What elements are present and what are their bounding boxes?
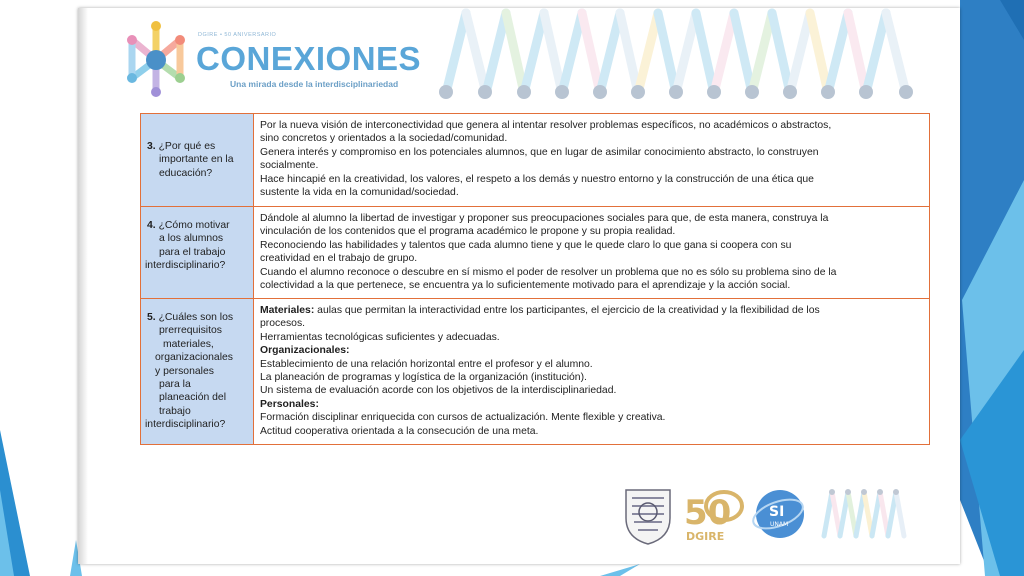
answer-line: La planeación de programas y logística de la organización (institución). <box>260 372 587 384</box>
logo-title: CONEXIONES <box>196 40 422 77</box>
unam-shield-icon <box>626 490 670 544</box>
answer-line: Establecimiento de una relación horizontal entre el profesor y el alumno. <box>260 358 593 370</box>
question-text: para la <box>159 379 191 391</box>
answer-line: Actitud cooperativa orientada a la consecución de una meta. <box>260 425 539 437</box>
section-label-materiales: Materiales: <box>260 305 315 316</box>
logo-subtitle: Una mirada desde la interdisciplinariedad <box>230 79 399 89</box>
answer-line: vinculación de los contenidos que el programa académico le propone y su propia realidad. <box>260 226 676 238</box>
question-text: para el trabajo <box>159 246 226 258</box>
question-text: trabajo <box>159 405 191 417</box>
institution-logos <box>620 484 920 548</box>
answer-text: aulas que permitan la interactividad entre los participantes, el ejercicio de la creatividad y la flexibilidad de los <box>314 305 820 316</box>
si-unam-logo-icon <box>749 490 806 538</box>
answer-line: Herramientas tecnológicas suficientes y adecuadas. <box>260 331 500 343</box>
answer-line: sino concretos y orientados a la sociedad/comunidad. <box>260 133 508 145</box>
si-sub: UNAM <box>770 521 789 528</box>
question-text: prerrequisitos <box>159 325 222 337</box>
small-stripes-icon <box>824 492 904 536</box>
question-text: a los alumnos <box>159 233 224 245</box>
answer-line: Hace hincapié en la creatividad, los valores, el respeto a los demás y nuestro entorno y la construcción de una ética que <box>260 173 814 185</box>
question-text: planeación del <box>159 392 227 404</box>
answer-line: procesos. <box>260 318 306 330</box>
question-cell <box>141 207 254 299</box>
network-logo-icon <box>118 18 194 100</box>
page-edge <box>78 8 88 564</box>
question-text: interdisciplinario? <box>145 260 226 272</box>
dgire-50-logo-icon <box>684 492 742 543</box>
answer-cell <box>254 299 930 445</box>
question-number: 5. <box>147 312 156 323</box>
answer-line <box>260 304 923 317</box>
decorative-stripes <box>436 8 926 108</box>
question-number: 3. <box>147 141 156 152</box>
question-text: interdisciplinario? <box>145 419 226 431</box>
question-text: ¿Cómo motivar <box>158 220 230 231</box>
question-cell <box>141 299 254 445</box>
answer-line: colectividad a la que pertenece, se encuentra ya lo suficientemente motivado para el aprendizaje y la acción social. <box>260 280 791 292</box>
dgire-number: 50 <box>684 493 732 533</box>
answer-line: creatividad en el trabajo de grupo. <box>260 253 418 265</box>
answer-line: sustente la vida en la comunidad/sociedad. <box>260 187 459 199</box>
dgire-text: DGIRE <box>686 530 725 543</box>
answer-cell <box>254 114 930 207</box>
answer-line: Formación disciplinar enriquecida con cursos de actualización. Mente flexible y creativa. <box>260 412 666 424</box>
question-number: 4. <box>147 220 156 231</box>
question-text: y personales <box>155 365 214 377</box>
answer-cell <box>254 207 930 299</box>
question-text: materiales, <box>163 338 214 350</box>
answer-line <box>260 344 923 357</box>
answer-line <box>260 398 923 411</box>
question-text: ¿Por qué es <box>158 141 216 152</box>
logo-caption: DGIRE • 50 ANIVERSARIO <box>198 32 277 38</box>
answer-line: Cuando el alumno reconoce o descubre en sí mismo el poder de resolver un problema que no es sólo su problema sino de la <box>260 266 837 278</box>
question-cell <box>141 114 254 207</box>
answer-line: Un sistema de evaluación acorde con los objetivos de la interdisciplinariedad. <box>260 385 617 397</box>
answer-line: Genera interés y compromiso en los potenciales alumnos, que en lugar de asimilar conocimiento abstracto, lo construyen <box>260 146 819 158</box>
section-label-organizacionales: Organizacionales: <box>260 345 350 357</box>
answer-line: socialmente. <box>260 160 319 172</box>
answer-line: Dándole al alumno la libertad de investigar y proponer sus preocupaciones sociales para que, de esta manera, construya la <box>260 213 829 224</box>
answer-line: Reconociendo las habilidades y talentos que cada alumno tiene y que le quede claro lo que gana si coopera con su <box>260 239 792 251</box>
answer-line: Por la nueva visión de interconectividad que genera al intentar resolver problemas específicos, no académicos o abstractos, <box>260 120 832 131</box>
table-row <box>141 114 930 207</box>
question-text: ¿Cuáles son los <box>158 312 234 323</box>
section-label-personales: Personales: <box>260 398 319 410</box>
question-text: educación? <box>159 167 213 179</box>
question-text: organizacionales <box>155 352 233 364</box>
table-row <box>141 207 930 299</box>
conexiones-logo <box>118 18 422 108</box>
table-row <box>141 299 930 445</box>
question-text: importante en la <box>159 154 234 166</box>
footer-logos <box>620 484 920 548</box>
si-text: SI <box>769 504 785 520</box>
content-table <box>140 113 930 445</box>
